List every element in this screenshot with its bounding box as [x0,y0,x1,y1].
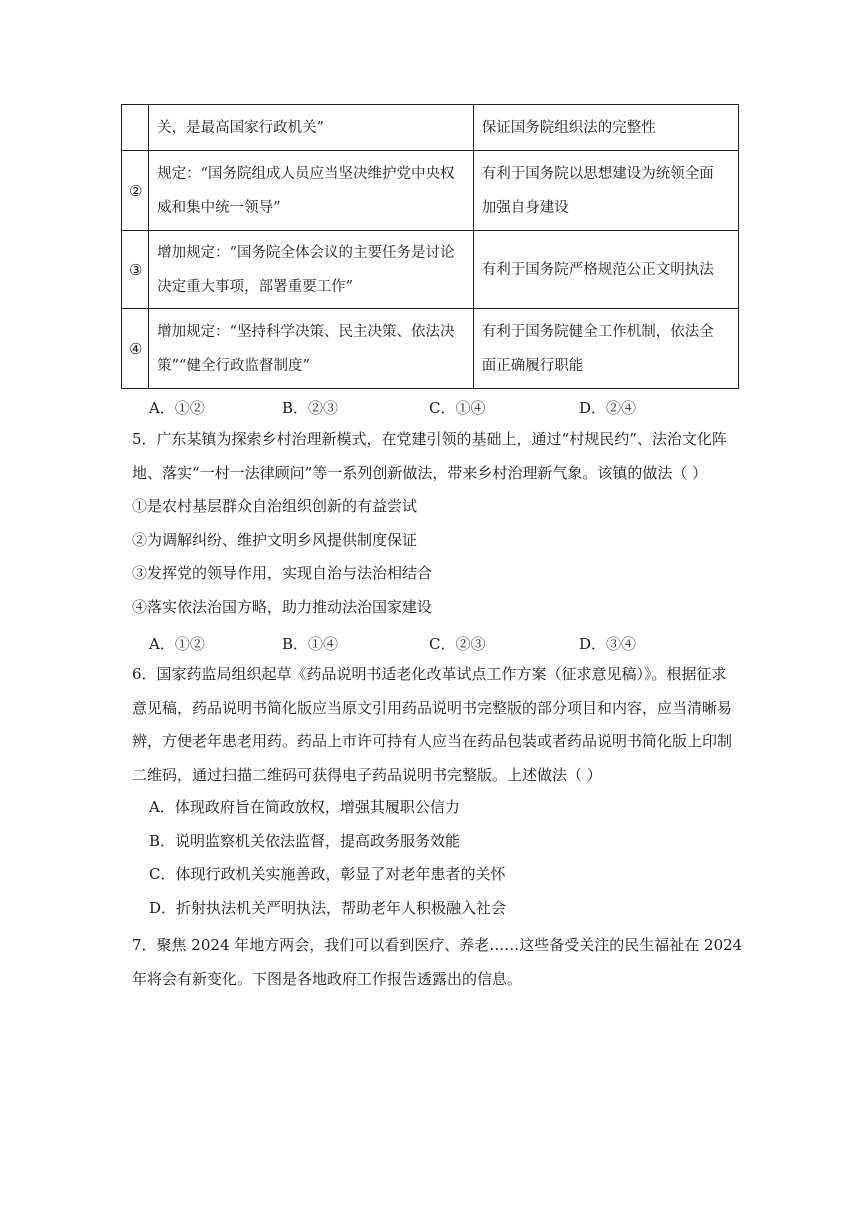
significance-cell [473,309,738,389]
cell-line: 规定：“国务院组成人员应当坚决维护党中央权 [157,165,455,182]
table-row [122,231,739,309]
row-number [122,105,149,151]
statement-item: ③发挥党的领导作用，实现自治与法治相结合 [132,564,433,582]
option-a[interactable]: A．①② [149,635,205,653]
question-5-options [149,633,749,653]
cell-line: 决定重大事项，部署重要工作” [157,278,354,295]
cell-line: 策”“健全行政监督制度” [157,357,310,374]
question-5-stem [132,423,742,490]
provision-cell [149,151,474,231]
question-6-stem [132,658,742,792]
cell-line: 关，是最高国家行政机关” [157,119,325,136]
significance-cell [473,105,738,151]
option-d[interactable]: D．折射执法机关严明执法，帮助老年人积极融入社会 [149,898,507,917]
option-b[interactable]: B．②③ [282,399,339,417]
statement-item: ④落实依法治国方略，助力推动法治国家建设 [132,597,433,616]
row-number: ④ [122,309,149,389]
table-row [122,105,739,151]
question-6-options [149,791,759,925]
cell-line: 加强自身建设 [481,199,569,216]
option-d[interactable]: D．②④ [579,399,637,417]
table-row [122,309,739,389]
statement-item: ②为调解纠纷、维护文明乡风提供制度保证 [132,530,418,549]
provision-cell [149,105,474,151]
significance-cell [473,231,738,309]
stem-line: 5．广东某镇为探索乡村治理新模式，在党建引领的基础上，通过“村规民约”、法治文化阵 [132,430,727,448]
option-d[interactable]: D．③④ [579,635,637,653]
cell-line: 威和集中统一领导” [157,199,281,216]
row-number: ② [122,151,149,231]
option-a[interactable]: A．①② [149,399,205,417]
significance-cell [473,151,738,231]
option-b[interactable]: B．说明监察机关依法监督，提高政务服务效能 [149,831,461,850]
stem-line: 二维码，通过扫描二维码可获得电子药品说明书完整版。上述做法（ ） [132,765,602,784]
stem-line: 6．国家药监局组织起草《药品说明书适老化改革试点工作方案（征求意见稿）》。根据征求 [132,665,727,683]
stem-line: 意见稿，药品说明书简化版应当原文引用药品说明书完整版的部分项目和内容，应当清晰易 [132,698,733,717]
stem-line: 7．聚焦 2024 年地方两会，我们可以看到医疗、养老……这些备受关注的民生福祉在 2024 [132,936,743,954]
cell-line: 有利于国务院严格规范公正文明执法 [481,261,714,278]
cell-line: 增加规定：“坚持科学决策、民主决策、依法决 [157,323,455,340]
stem-line: 地、落实“一村一法律顾问”等一系列创新做法，带来乡村治理新气象。该镇的做法（ ） [132,463,708,482]
option-c[interactable]: C．①④ [429,399,486,417]
cell-line: 保证国务院组织法的完整性 [481,119,656,136]
cell-line: 增加规定：“国务院全体会议的主要任务是讨论 [157,244,455,261]
option-a[interactable]: A．体现政府旨在简政放权，增强其履职公信力 [149,798,460,816]
stem-line: 辨，方便老年患老用药。药品上市许可持有人应当在药品包装或者药品说明书简化版上印制 [132,732,733,750]
row-number: ③ [122,231,149,309]
option-c[interactable]: C．体现行政机关实施善政，彰显了对老年患者的关怀 [149,865,506,883]
provision-cell [149,231,474,309]
stem-line: 年将会有新变化。下图是各地政府工作报告透露出的信息。 [132,969,523,988]
option-c[interactable]: C．②③ [429,635,486,653]
option-b[interactable]: B．①④ [282,635,339,653]
question-5-items [132,490,742,624]
cell-line: 面正确履行职能 [481,357,584,374]
question-4-table [121,104,739,389]
question-4-options [149,397,749,417]
statement-item: ①是农村基层群众自治组织创新的有益尝试 [132,497,418,515]
question-7-stem [132,929,742,996]
cell-line: 有利于国务院健全工作机制，依法全 [481,323,714,340]
table-row [122,151,739,231]
cell-line: 有利于国务院以思想建设为统领全面 [481,165,714,182]
provision-cell [149,309,474,389]
